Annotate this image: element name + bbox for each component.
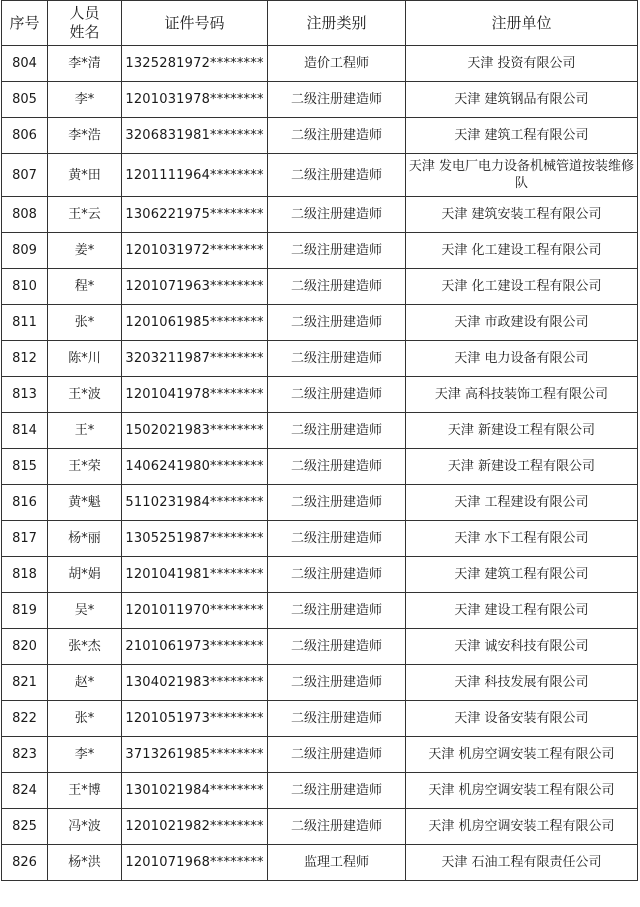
row-seq: 809 <box>2 233 48 269</box>
table-row <box>2 701 638 737</box>
row-unit <box>406 665 638 701</box>
row-name: 黄*田 <box>48 154 122 197</box>
row-seq: 815 <box>2 449 48 485</box>
row-id: 1304021983******** <box>122 665 268 701</box>
row-category: 二级注册建造师 <box>268 737 406 773</box>
row-category: 二级注册建造师 <box>268 154 406 197</box>
row-category: 二级注册建造师 <box>268 593 406 629</box>
row-category: 二级注册建造师 <box>268 413 406 449</box>
row-unit-text: 天津 化工建设工程有限公司 <box>441 243 602 258</box>
row-seq: 812 <box>2 341 48 377</box>
row-category: 二级注册建造师 <box>268 629 406 665</box>
row-unit <box>406 521 638 557</box>
table-row <box>2 154 638 197</box>
row-category: 二级注册建造师 <box>268 773 406 809</box>
row-unit <box>406 809 638 845</box>
table-row <box>2 485 638 521</box>
row-id: 3713261985******** <box>122 737 268 773</box>
row-seq: 817 <box>2 521 48 557</box>
row-seq: 810 <box>2 269 48 305</box>
row-id: 1201031978******** <box>122 82 268 118</box>
row-unit-text: 天津 科技发展有限公司 <box>454 675 589 690</box>
row-id: 1201021982******** <box>122 809 268 845</box>
table-row <box>2 449 638 485</box>
row-unit <box>406 845 638 881</box>
table-row <box>2 521 638 557</box>
table-row <box>2 118 638 154</box>
row-category: 监理工程师 <box>268 845 406 881</box>
row-id: 1201041978******** <box>122 377 268 413</box>
row-id: 1301021984******** <box>122 773 268 809</box>
table-row <box>2 413 638 449</box>
row-unit <box>406 773 638 809</box>
row-id: 1201111964******** <box>122 154 268 197</box>
row-name: 杨*洪 <box>48 845 122 881</box>
row-unit <box>406 46 638 82</box>
row-seq: 824 <box>2 773 48 809</box>
row-name: 张*杰 <box>48 629 122 665</box>
row-id: 1201071968******** <box>122 845 268 881</box>
table-row <box>2 665 638 701</box>
row-name: 王* <box>48 413 122 449</box>
table-row <box>2 341 638 377</box>
row-seq: 807 <box>2 154 48 197</box>
row-seq: 808 <box>2 197 48 233</box>
row-name: 王*波 <box>48 377 122 413</box>
row-unit <box>406 485 638 521</box>
row-id: 5110231984******** <box>122 485 268 521</box>
row-id: 1201031972******** <box>122 233 268 269</box>
row-unit-text: 天津 市政建设有限公司 <box>454 315 589 330</box>
table-row <box>2 269 638 305</box>
row-category: 二级注册建造师 <box>268 82 406 118</box>
row-name: 李* <box>48 82 122 118</box>
row-unit-text: 天津 诚安科技有限公司 <box>454 639 589 654</box>
row-seq: 814 <box>2 413 48 449</box>
table-body <box>2 46 638 881</box>
row-category: 二级注册建造师 <box>268 341 406 377</box>
row-unit-text: 天津 建设工程有限公司 <box>454 603 589 618</box>
row-category: 二级注册建造师 <box>268 485 406 521</box>
row-id: 1406241980******** <box>122 449 268 485</box>
row-seq: 826 <box>2 845 48 881</box>
row-id: 1502021983******** <box>122 413 268 449</box>
header-unit: 注册单位 <box>406 1 638 46</box>
registration-table <box>1 0 638 881</box>
row-name: 吴* <box>48 593 122 629</box>
row-name: 王*博 <box>48 773 122 809</box>
row-unit <box>406 154 638 197</box>
header-name-line1: 人员 <box>69 4 100 22</box>
row-seq: 821 <box>2 665 48 701</box>
row-seq: 819 <box>2 593 48 629</box>
row-unit-text: 天津 石油工程有限责任公司 <box>441 855 602 870</box>
row-unit-text: 天津 建筑安装工程有限公司 <box>441 207 602 222</box>
row-unit-text: 天津 机房空调安装工程有限公司 <box>428 819 615 834</box>
row-unit <box>406 377 638 413</box>
row-unit <box>406 233 638 269</box>
row-name: 杨*丽 <box>48 521 122 557</box>
row-name: 程* <box>48 269 122 305</box>
table-row <box>2 773 638 809</box>
header-seq: 序号 <box>2 1 48 46</box>
row-unit <box>406 82 638 118</box>
row-unit-text: 天津 化工建设工程有限公司 <box>441 279 602 294</box>
row-id: 3206831981******** <box>122 118 268 154</box>
row-name: 李*浩 <box>48 118 122 154</box>
row-id: 1201061985******** <box>122 305 268 341</box>
row-name: 张* <box>48 701 122 737</box>
row-category: 二级注册建造师 <box>268 269 406 305</box>
row-category: 二级注册建造师 <box>268 305 406 341</box>
row-unit-text: 天津 建筑钢品有限公司 <box>454 92 589 107</box>
row-category: 二级注册建造师 <box>268 233 406 269</box>
table-row <box>2 845 638 881</box>
row-name: 黄*魁 <box>48 485 122 521</box>
row-seq: 823 <box>2 737 48 773</box>
header-name-line2: 姓名 <box>69 23 100 41</box>
row-id: 2101061973******** <box>122 629 268 665</box>
row-name: 胡*娟 <box>48 557 122 593</box>
row-name: 李* <box>48 737 122 773</box>
header-row <box>2 1 638 46</box>
row-category: 二级注册建造师 <box>268 701 406 737</box>
row-category: 二级注册建造师 <box>268 557 406 593</box>
row-seq: 806 <box>2 118 48 154</box>
row-unit-text: 天津 新建设工程有限公司 <box>447 423 596 438</box>
header-name <box>48 1 122 46</box>
row-category: 二级注册建造师 <box>268 809 406 845</box>
row-seq: 805 <box>2 82 48 118</box>
row-category: 二级注册建造师 <box>268 665 406 701</box>
row-id: 1201051973******** <box>122 701 268 737</box>
row-category: 二级注册建造师 <box>268 377 406 413</box>
row-id: 1325281972******** <box>122 46 268 82</box>
header-id: 证件号码 <box>122 1 268 46</box>
table-row <box>2 593 638 629</box>
row-unit <box>406 449 638 485</box>
table-row <box>2 197 638 233</box>
row-id: 1201071963******** <box>122 269 268 305</box>
row-category: 造价工程师 <box>268 46 406 82</box>
row-unit <box>406 557 638 593</box>
row-id: 1201011970******** <box>122 593 268 629</box>
table-row <box>2 305 638 341</box>
row-unit-text: 天津 工程建设有限公司 <box>454 495 589 510</box>
row-id: 1306221975******** <box>122 197 268 233</box>
row-unit <box>406 118 638 154</box>
table-row <box>2 737 638 773</box>
row-unit <box>406 197 638 233</box>
row-unit <box>406 413 638 449</box>
row-seq: 820 <box>2 629 48 665</box>
table-row <box>2 557 638 593</box>
row-unit-text: 天津 机房空调安装工程有限公司 <box>428 747 615 762</box>
table-row <box>2 46 638 82</box>
row-seq: 825 <box>2 809 48 845</box>
row-unit-text: 天津 设备安装有限公司 <box>454 711 589 726</box>
row-unit <box>406 701 638 737</box>
row-seq: 813 <box>2 377 48 413</box>
row-unit-text: 天津 水下工程有限公司 <box>454 531 589 546</box>
row-category: 二级注册建造师 <box>268 197 406 233</box>
row-name: 赵* <box>48 665 122 701</box>
row-unit-text: 天津 建筑工程有限公司 <box>454 128 589 143</box>
row-id: 3203211987******** <box>122 341 268 377</box>
row-category: 二级注册建造师 <box>268 118 406 154</box>
row-name: 姜* <box>48 233 122 269</box>
row-unit-text: 天津 电力设备有限公司 <box>454 351 589 366</box>
row-unit-text: 天津 发电厂电力设备机械管道按装维修队 <box>408 159 635 191</box>
row-name: 王*荣 <box>48 449 122 485</box>
row-unit-text: 天津 建筑工程有限公司 <box>454 567 589 582</box>
row-id: 1201041981******** <box>122 557 268 593</box>
row-name: 张* <box>48 305 122 341</box>
table-row <box>2 629 638 665</box>
row-name: 王*云 <box>48 197 122 233</box>
table-row <box>2 233 638 269</box>
row-category: 二级注册建造师 <box>268 521 406 557</box>
row-seq: 804 <box>2 46 48 82</box>
row-unit <box>406 269 638 305</box>
row-id: 1305251987******** <box>122 521 268 557</box>
row-name: 陈*川 <box>48 341 122 377</box>
row-name: 冯*波 <box>48 809 122 845</box>
row-unit-text: 天津 高科技装饰工程有限公司 <box>434 387 609 402</box>
row-category: 二级注册建造师 <box>268 449 406 485</box>
header-category: 注册类别 <box>268 1 406 46</box>
row-seq: 811 <box>2 305 48 341</box>
row-seq: 822 <box>2 701 48 737</box>
row-unit <box>406 629 638 665</box>
row-unit <box>406 737 638 773</box>
row-unit <box>406 341 638 377</box>
row-seq: 816 <box>2 485 48 521</box>
row-seq: 818 <box>2 557 48 593</box>
table-row <box>2 809 638 845</box>
row-unit-text: 天津 机房空调安装工程有限公司 <box>428 783 615 798</box>
row-unit <box>406 593 638 629</box>
row-unit <box>406 305 638 341</box>
row-unit-text: 天津 投资有限公司 <box>467 56 576 71</box>
row-name: 李*清 <box>48 46 122 82</box>
table-row <box>2 82 638 118</box>
table-row <box>2 377 638 413</box>
row-unit-text: 天津 新建设工程有限公司 <box>447 459 596 474</box>
